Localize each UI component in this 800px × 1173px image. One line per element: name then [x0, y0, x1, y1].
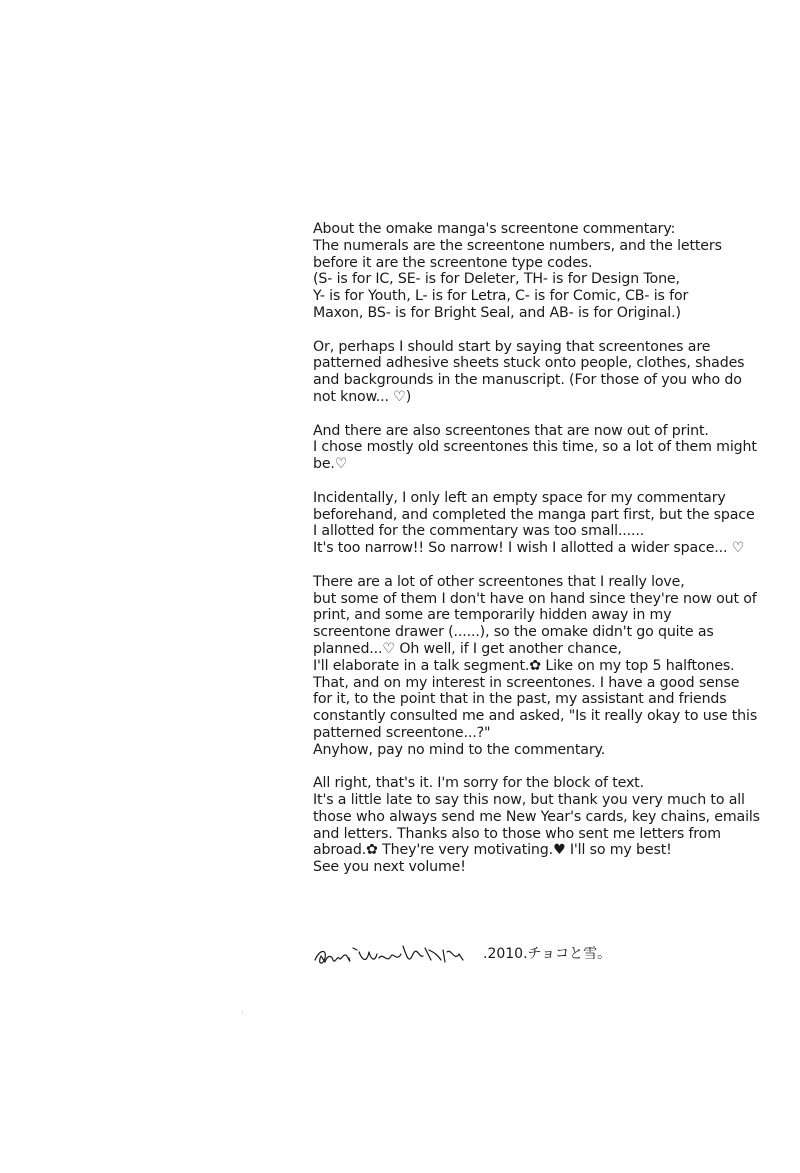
- text-line: patterned adhesive sheets stuck onto people, clothes, shades: [313, 355, 745, 372]
- text-line: I chose mostly old screentones this time, so a lot of them might: [313, 439, 757, 456]
- text-line: abroad.✿ They're very motivating.♥ I'll so my best!: [313, 842, 672, 859]
- text-line: print, and some are temporarily hidden away in my: [313, 607, 672, 624]
- paragraph-space: [313, 490, 783, 557]
- paragraph-definition: [313, 339, 783, 406]
- text-line: Incidentally, I only left an empty space for my commentary: [313, 489, 726, 506]
- screentone-commentary-text: [313, 221, 783, 893]
- text-line: About the omake manga's screentone commentary:: [313, 221, 676, 237]
- text-line: constantly consulted me and asked, "Is it really okay to use this: [313, 708, 758, 725]
- text-line: And there are also screentones that are now out of print.: [313, 422, 709, 439]
- text-line: for it, to the point that in the past, my assistant and friends: [313, 691, 727, 708]
- text-line: not know... ♡): [313, 388, 412, 405]
- text-line: Y- is for Youth, L- is for Letra, C- is for Comic, CB- is for: [313, 288, 689, 305]
- text-line: That, and on my interest in screentones. I have a good sense: [313, 674, 740, 691]
- author-signature: [313, 938, 611, 968]
- signature-date: .2010.チョコと雪。: [483, 946, 612, 962]
- text-line: planned...♡ Oh well, if I get another chance,: [313, 640, 622, 657]
- text-line: Or, perhaps I should start by saying that screentones are: [313, 338, 711, 355]
- text-line: before it are the screentone type codes.: [313, 254, 593, 271]
- paragraph-favorites: [313, 574, 783, 759]
- text-line: See you next volume!: [313, 859, 466, 876]
- text-line: and letters. Thanks also to those who sent me letters from: [313, 825, 721, 842]
- paper-speck: [242, 1012, 243, 1013]
- text-line: I allotted for the commentary was too small......: [313, 523, 645, 540]
- text-line: (S- is for IC, SE- is for Deleter, TH- is for Design Tone,: [313, 271, 680, 288]
- text-line: It's a little late to say this now, but thank you very much to all: [313, 792, 745, 809]
- text-line: beforehand, and completed the manga part first, but the space: [313, 506, 755, 523]
- text-line: but some of them I don't have on hand since they're now out of: [313, 590, 757, 607]
- text-line: patterned screentone...?": [313, 724, 491, 741]
- text-line: be.♡: [313, 456, 348, 473]
- text-line: It's too narrow!! So narrow! I wish I allotted a wider space... ♡: [313, 540, 745, 557]
- text-line: and backgrounds in the manuscript. (For those of you who do: [313, 372, 742, 389]
- text-line: There are a lot of other screentones that I really love,: [313, 573, 685, 590]
- paragraph-thanks: [313, 775, 783, 876]
- text-line: All right, that's it. I'm sorry for the block of text.: [313, 775, 644, 792]
- text-line: The numerals are the screentone numbers, and the letters: [313, 237, 722, 254]
- paragraph-intro: [313, 221, 783, 322]
- text-line: those who always send me New Year's cards, key chains, emails: [313, 808, 760, 825]
- text-line: Anyhow, pay no mind to the commentary.: [313, 741, 606, 758]
- handwritten-signature: [313, 938, 483, 968]
- paragraph-out-of-print: [313, 423, 783, 473]
- text-line: I'll elaborate in a talk segment.✿ Like on my top 5 halftones.: [313, 657, 735, 674]
- text-line: Maxon, BS- is for Bright Seal, and AB- is for Original.): [313, 304, 681, 321]
- text-line: screentone drawer (......), so the omake didn't go quite as: [313, 624, 714, 641]
